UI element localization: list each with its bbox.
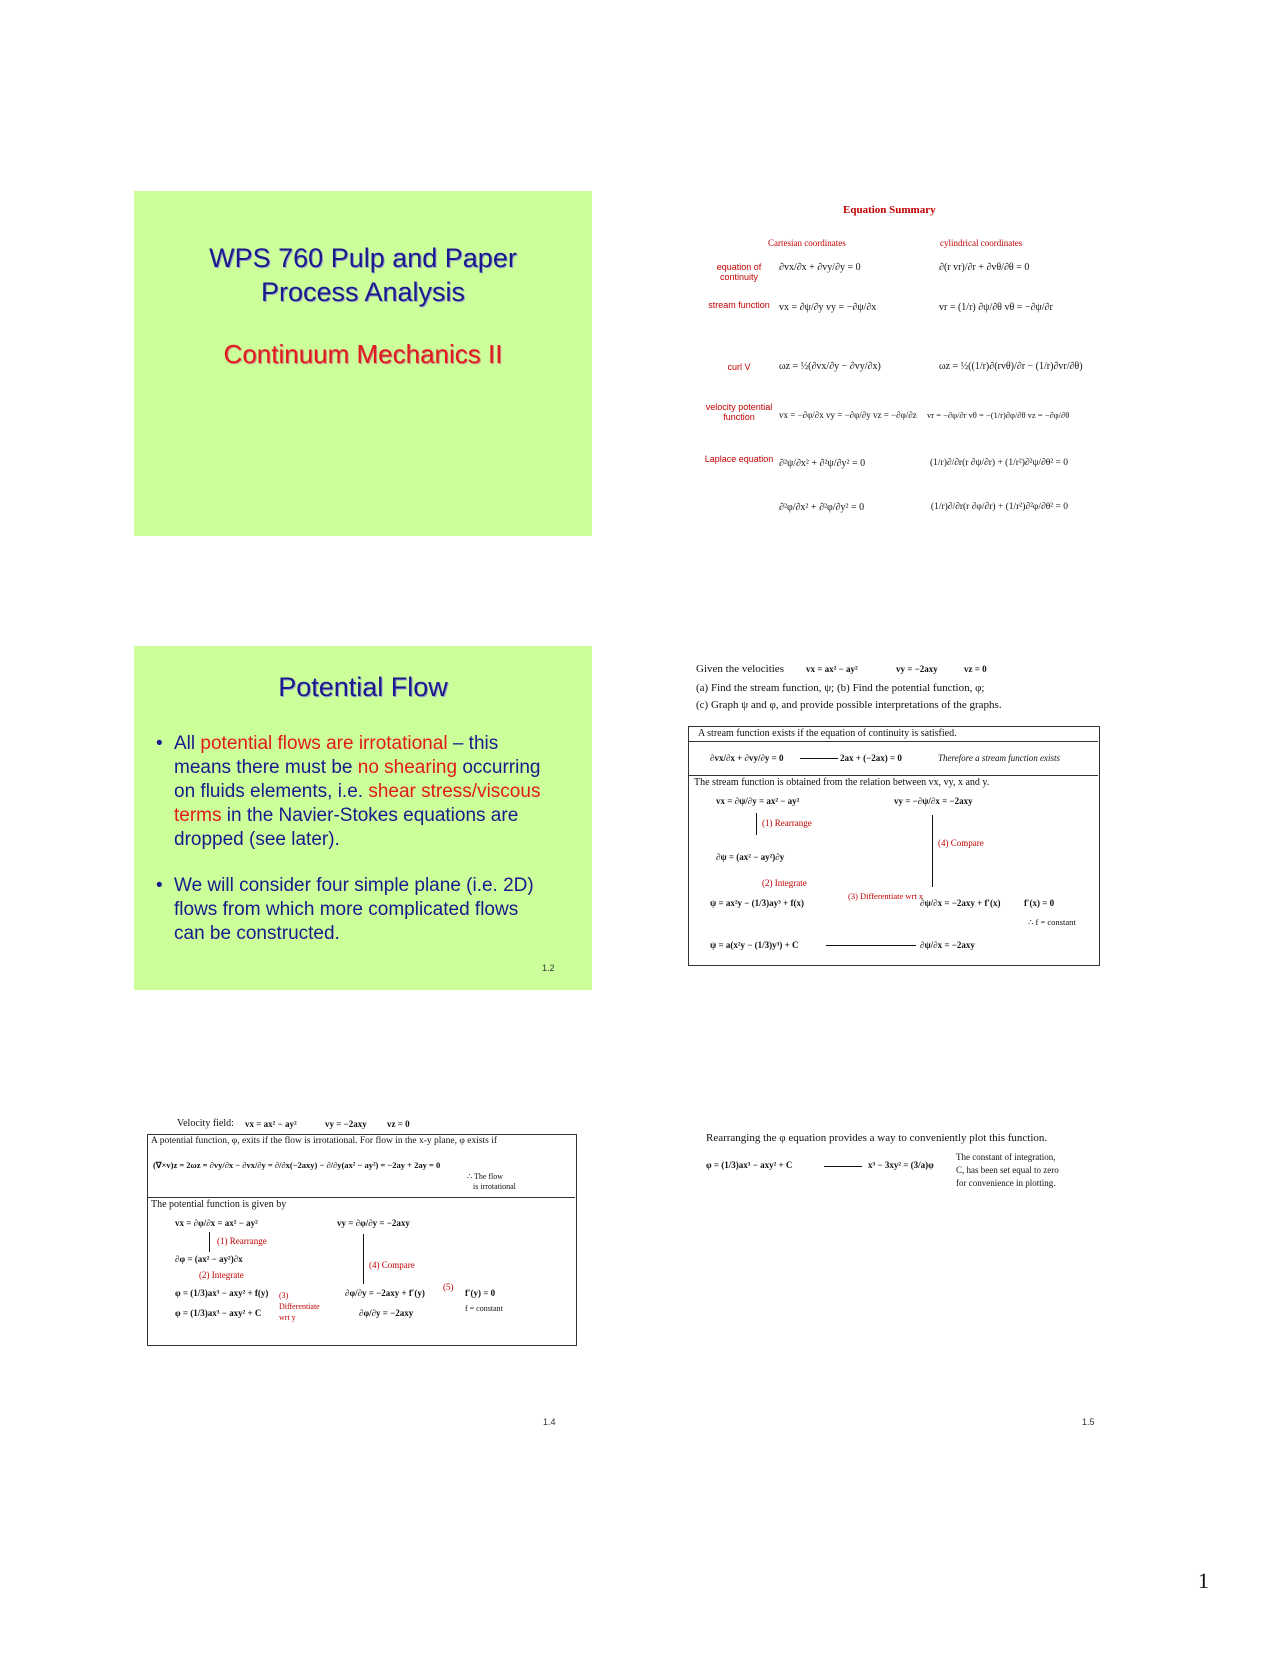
bullet-1: • All potential flows are irrotational – this means there must be no shearing occurring on fluids elements, i.e. shear stress/viscous terms in the Navier-Stokes equations are dropped (see later). xyxy=(156,733,541,850)
equation-summary-heading: Equation Summary xyxy=(843,204,936,216)
arrow-down xyxy=(209,1232,210,1252)
slide-5-potential-example xyxy=(147,1114,577,1346)
bullet-dot: • xyxy=(156,733,163,754)
label-curl: curl V xyxy=(727,362,751,372)
s4: (4) Compare xyxy=(369,1260,415,1270)
eq-f-constant: ∴ f = constant xyxy=(1028,917,1076,927)
note-line-2: C, has been set equal to zero xyxy=(956,1165,1059,1175)
task-line-1: (a) Find the stream function, ψ; (b) Find the potential function, φ; xyxy=(696,682,985,694)
page-number: 1 xyxy=(1198,1568,1209,1593)
given-label: Given the velocities xyxy=(696,663,784,675)
cart-velocity-potential: vx = −∂φ/∂x vy = −∂φ/∂y vz = −∂φ/∂z xyxy=(779,410,917,420)
flow-text-1: ∴ The flow xyxy=(467,1172,504,1181)
e5: ∂φ/∂y = −2axy + f′(y) xyxy=(345,1288,425,1298)
slide-4-stream-example xyxy=(688,655,1108,967)
arrow-down xyxy=(756,813,757,835)
cart-laplace-phi: ∂²φ/∂x² + ∂²φ/∂y² = 0 xyxy=(779,502,865,513)
divider xyxy=(688,775,1098,776)
arrow-up xyxy=(363,1234,364,1284)
step-integrate: (2) Integrate xyxy=(762,878,807,888)
phi-eq: φ = (1/3)ax³ − axy² + C xyxy=(706,1160,793,1170)
label-stream: stream function xyxy=(708,300,770,310)
obtained-text: The stream function is obtained from the relation between vx, vy, x and y. xyxy=(694,777,990,788)
arrow-up xyxy=(932,815,933,887)
bullet-dot: • xyxy=(156,875,163,896)
slide-6-page: 1.5 xyxy=(1082,1417,1095,1427)
cyl-laplace-phi: (1/r)∂/∂r(r ∂φ/∂r) + (1/r²)∂²φ/∂θ² = 0 xyxy=(930,502,1068,512)
bullet-2: • We will consider four simple plane (i.e. 2D) flows from which more complicated flows can be constructed. xyxy=(156,875,534,944)
slide-3-title: Potential Flow xyxy=(278,672,448,702)
task-line-2: (c) Graph ψ and φ, and provide possible interpretations of the graphs. xyxy=(696,699,1002,711)
plot-eq: x³ − 3xy² = (3/a)φ xyxy=(868,1160,934,1170)
e9: ∂φ/∂y = −2axy xyxy=(359,1308,414,1318)
col-cartesian: Cartesian coordinates xyxy=(768,238,846,248)
divider xyxy=(147,1197,575,1198)
step-rearrange: (1) Rearrange xyxy=(762,818,812,828)
exist-text: A stream function exists if the equation of continuity is satisfied. xyxy=(698,728,957,739)
given-vy: vy = −2axy xyxy=(896,664,938,674)
col-cylindrical: cylindrical coordinates xyxy=(940,238,1023,248)
eq-dpsi-dx-final: ∂ψ/∂x = −2axy xyxy=(920,940,975,950)
e4: φ = (1/3)ax³ − axy² + f(y) xyxy=(175,1288,269,1298)
cyl-velocity-potential: vr = −∂φ/∂r vθ = −(1/r)∂φ/∂θ vz = −∂φ/∂θ xyxy=(927,410,1070,420)
cyl-stream: vr = (1/r) ∂ψ/∂θ vθ = −∂ψ/∂r xyxy=(939,302,1053,313)
eq-psi-final: ψ = a(x²y − (1/3)y³) + C xyxy=(710,940,799,950)
e1: vx = ∂φ/∂x = ax² − ay² xyxy=(175,1218,258,1228)
flow-text-2: is irrotational xyxy=(473,1182,516,1191)
rearranging-text: Rearranging the φ equation provides a way to conveniently plot this function. xyxy=(706,1132,1048,1144)
e7: f = constant xyxy=(465,1304,503,1313)
slide-6-plot-note xyxy=(706,1130,1116,1200)
given-vz: vz = 0 xyxy=(964,664,987,674)
slide-1-title: WPS 760 Pulp and Paper Process Analysis xyxy=(209,243,517,307)
field-vy: vy = −2axy xyxy=(325,1119,367,1129)
s2: (2) Integrate xyxy=(199,1270,244,1280)
label-laplace: Laplace equation xyxy=(704,454,774,464)
arrow xyxy=(824,1166,862,1167)
given-vx: vx = ax² − ay² xyxy=(806,664,858,674)
s1: (1) Rearrange xyxy=(217,1236,267,1246)
cyl-continuity: ∂(r vr)/∂r + ∂vθ/∂θ = 0 xyxy=(939,262,1030,273)
potential-given: The potential function is given by xyxy=(151,1199,287,1210)
e8: φ = (1/3)ax³ − axy² + C xyxy=(175,1308,262,1318)
continuity-result: 2ax + (−2ax) = 0 xyxy=(840,753,902,763)
slide-1 xyxy=(134,191,592,536)
slide-3-page: 1.2 xyxy=(542,963,555,973)
field-vz: vz = 0 xyxy=(387,1119,410,1129)
eq-dpsi-dx: ∂ψ/∂x = −2axy + f′(x) xyxy=(920,898,1001,908)
eq-fprime: f′(x) = 0 xyxy=(1024,898,1055,908)
e6: f′(y) = 0 xyxy=(465,1288,496,1298)
cart-stream: vx = ∂ψ/∂y vy = −∂ψ/∂x xyxy=(779,302,877,313)
s3: (3) Differentiate wrt y xyxy=(279,1291,320,1322)
s5: (5) xyxy=(443,1282,454,1292)
cart-curl: ωz = ½(∂vx/∂y − ∂vy/∂x) xyxy=(779,361,881,372)
step-compare: (4) Compare xyxy=(938,838,984,848)
label-continuity: equation of continuity xyxy=(716,262,762,282)
cart-continuity: ∂vx/∂x + ∂vy/∂y = 0 xyxy=(779,262,861,273)
label-velocity-potential: velocity potential function xyxy=(705,402,773,422)
eq-vx: vx = ∂ψ/∂y = ax² − ay² xyxy=(716,796,800,806)
cart-laplace-psi: ∂²ψ/∂x² + ∂²ψ/∂y² = 0 xyxy=(779,458,866,469)
therefore-text: Therefore a stream function exists xyxy=(938,753,1060,763)
velocity-field-label: Velocity field: xyxy=(177,1118,234,1129)
divider xyxy=(688,741,1098,742)
cyl-laplace-psi: (1/r)∂/∂r(r ∂ψ/∂r) + (1/r²)∂²ψ/∂θ² = 0 xyxy=(930,458,1068,468)
slide-3 xyxy=(134,646,592,990)
e3: ∂φ = (ax² − ay²)∂x xyxy=(175,1254,243,1264)
eq-dpsi: ∂ψ = (ax² − ay²)∂y xyxy=(716,852,785,862)
curl-eq: (∇×v)z = 2ωz = ∂vy/∂x − ∂vx/∂y = ∂/∂x(−2axy) − ∂/∂y(ax² − ay²) = −2ay + 2ay = 0 xyxy=(153,1160,441,1170)
cyl-curl: ωz = ½((1/r)∂(rvθ)/∂r − (1/r)∂vr/∂θ) xyxy=(939,361,1083,372)
slide-2-equation-summary xyxy=(703,196,1083,536)
eq-vy: vy = −∂ψ/∂x = −2axy xyxy=(894,796,973,806)
note-line-3: for convenience in plotting. xyxy=(956,1178,1056,1188)
continuity-eq: ∂vx/∂x + ∂vy/∂y = 0 xyxy=(710,753,784,763)
arrow-left xyxy=(826,945,916,946)
arrow xyxy=(800,758,838,759)
slide-5-page: 1.4 xyxy=(543,1417,556,1427)
note-line-1: The constant of integration, xyxy=(956,1152,1056,1162)
field-vx: vx = ax² − ay² xyxy=(245,1119,297,1129)
eq-psi-integrated: ψ = ax²y − (1/3)ay³ + f(x) xyxy=(710,898,804,908)
potential-intro: A potential function, φ, exits if the flow is irrotational. For flow in the x-y plane, φ exists if xyxy=(151,1136,498,1146)
e2: vy = ∂φ/∂y = −2axy xyxy=(337,1218,410,1228)
step-differentiate: (3) Differentiate wrt x xyxy=(848,891,924,901)
slide-1-subtitle: Continuum Mechanics II xyxy=(223,339,503,369)
